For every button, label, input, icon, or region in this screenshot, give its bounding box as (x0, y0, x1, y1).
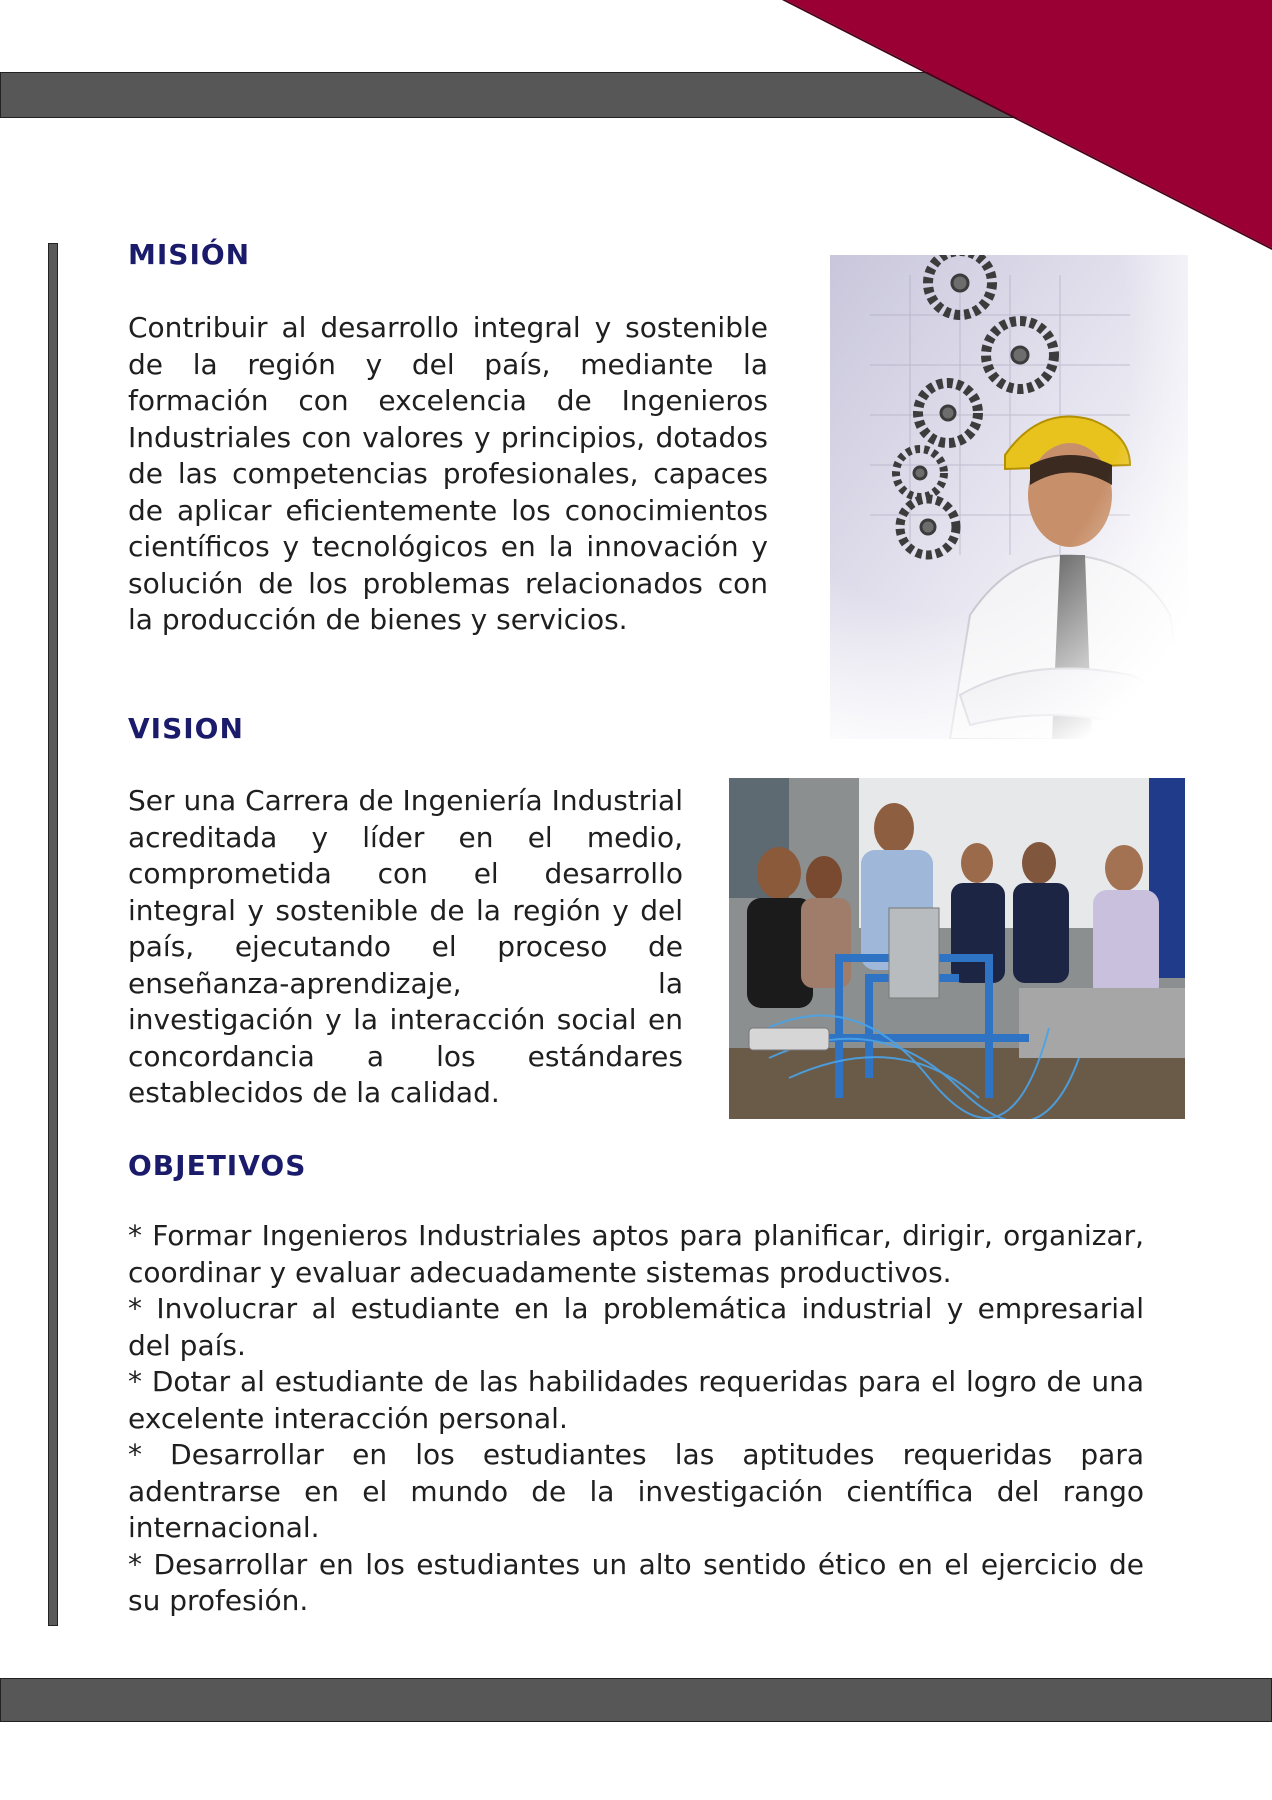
mision-heading: MISIÓN (128, 238, 251, 271)
objetivo-item: * Involucrar al estudiante en la problemática industrial y empresarial del país. (128, 1292, 1144, 1362)
vision-text: Ser una Carrera de Ingeniería Industrial acreditada y líder en el medio, comprometida con el desarrollo integral y sostenible de la región y del país, ejecutando el proceso de enseñanza-aprendizaje, la investigación y la interacción social en concordancia a los estándares establecidos de la calidad. (128, 784, 683, 1109)
engineer-with-gears-photo (830, 255, 1188, 739)
students-lab-photo (729, 778, 1185, 1119)
objetivo-item: * Formar Ingenieros Industriales aptos para planificar, dirigir, organizar, coordinar y evaluar adecuadamente sistemas productivos. (128, 1219, 1144, 1289)
vision-heading: VISION (128, 712, 244, 745)
objetivos-heading: OBJETIVOS (128, 1149, 307, 1182)
objetivos-list (128, 1218, 1144, 1620)
objetivo-item: * Desarrollar en los estudiantes las aptitudes requeridas para adentrarse en el mundo de la investigación científica del rango internacional. (128, 1438, 1144, 1544)
corner-accent-triangle (0, 0, 1272, 260)
mision-text: Contribuir al desarrollo integral y sostenible de la región y del país, mediante la formación con excelencia de Ingenieros Industriales con valores y principios, dotados de las competencias profesionales, capaces de aplicar eficientemente los conocimientos científicos y tecnológicos en la innovación y solución de los problemas relacionados con la producción de bienes y servicios. (128, 311, 768, 636)
objetivo-item: * Dotar al estudiante de las habilidades requeridas para el logro de una excelente interacción personal. (128, 1365, 1144, 1435)
left-vertical-rule (48, 243, 58, 1626)
objetivo-item: * Desarrollar en los estudiantes un alto sentido ético en el ejercicio de su profesión. (128, 1547, 1144, 1617)
bottom-footer-bar (0, 1678, 1272, 1722)
